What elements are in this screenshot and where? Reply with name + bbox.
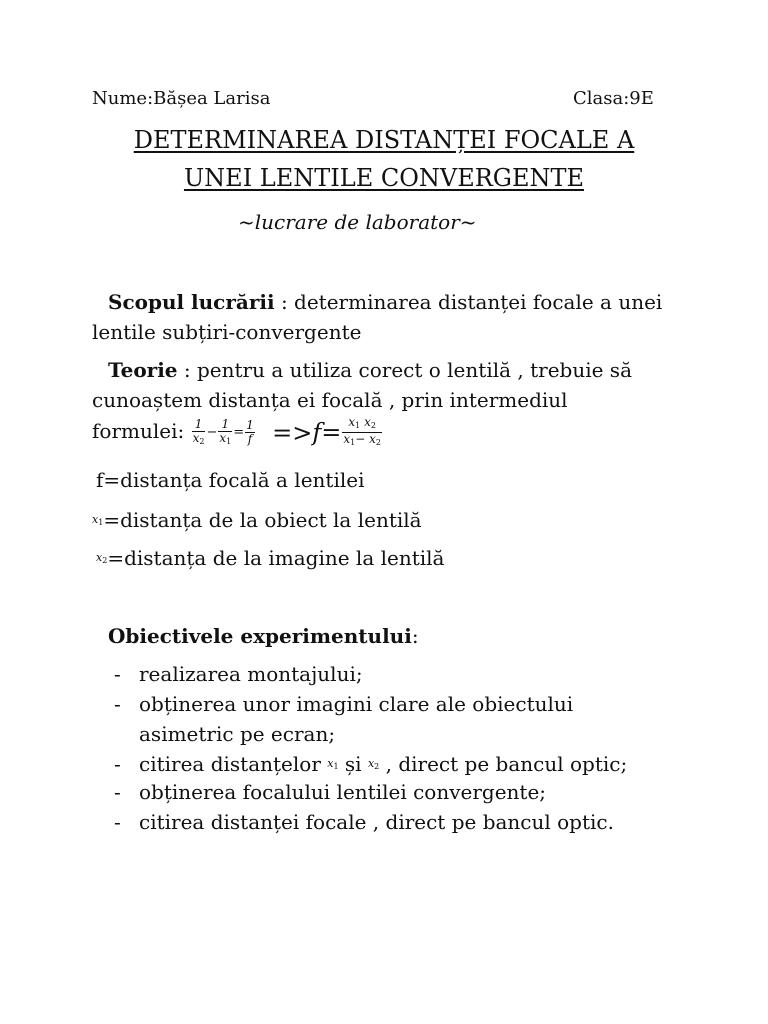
- title-line-2: UNEI LENTILE CONVERGENTE: [183, 164, 585, 192]
- definition-x2: $^{x_2}$=distanța de la imagine la lentilă: [96, 546, 445, 570]
- list-item-text: citirea distanței focale , direct pe bancul optic.: [139, 810, 614, 834]
- student-name: Nume:Bășea Larisa: [92, 88, 271, 109]
- theory-label: Teorie: [108, 358, 178, 382]
- definition-f: f=distanța focală a lentilei: [96, 468, 365, 492]
- objectives-heading-text: Obiectivele experimentului: [108, 624, 412, 648]
- fraction-1-over-f: $\frac{1}{f}$: [246, 418, 254, 446]
- list-item-text: obținerea unor imagini clare ale obiectului: [139, 692, 574, 716]
- objectives-heading: [108, 624, 419, 648]
- list-item-text: și: [344, 752, 362, 776]
- title-line-1: DETERMINAREA DISTANȚEI FOCALE A: [133, 126, 635, 154]
- formula-arrow: =>: [272, 418, 313, 447]
- fraction-1-over-x2: $\frac{1}{x_2}$: [192, 416, 205, 446]
- theory-text-1: : pentru a utiliza corect o lentilă , trebuie să: [177, 358, 632, 382]
- list-item-text: obținerea focalului lentilei convergente;: [139, 780, 547, 804]
- definition-x2-text: =distanța de la imagine la lentilă: [107, 546, 445, 570]
- theory-paragraph-line-1: [92, 358, 632, 382]
- student-class: Clasa:9E: [573, 88, 654, 109]
- subtitle: ~lucrare de laborator~: [238, 210, 477, 234]
- list-item: - citirea distanțelor $^{x_1}$ și $^{x_2}$ , direct pe bancul optic;: [114, 752, 628, 776]
- formula-f-equals: f=: [312, 418, 342, 447]
- formula-prefix: formulei:: [92, 419, 185, 443]
- scope-text-1: : determinarea distanței focale a unei: [274, 290, 663, 314]
- list-item-text: asimetric pe ecran;: [139, 722, 336, 746]
- fraction-x1x2-over-x1-minus-x2: $\frac{x_1 x_2}{x_1- x_2}$: [343, 415, 381, 447]
- list-item: - realizarea montajului;: [114, 662, 363, 686]
- list-item-text: , direct pe bancul optic;: [385, 752, 628, 776]
- list-item: - obținerea unor imagini clare ale obiectului: [114, 692, 574, 716]
- fraction-1-over-x1: $\frac{1}{x_1}$: [219, 416, 232, 446]
- definition-x1-text: =distanța de la obiect la lentilă: [103, 508, 422, 532]
- scope-paragraph-line-2: lentile subțiri-convergente: [92, 320, 362, 344]
- definition-x1: $^{x_1}$=distanța de la obiect la lentilă: [92, 508, 422, 532]
- list-item: - obținerea focalului lentilei convergente;: [114, 780, 547, 804]
- theory-paragraph-line-2: cunoaștem distanța ei focală , prin intermediul: [92, 388, 568, 412]
- list-item: - citirea distanței focale , direct pe bancul optic.: [114, 810, 614, 834]
- list-item-text: citirea distanțelor: [139, 752, 321, 776]
- scope-label: Scopul lucrării: [108, 290, 275, 314]
- objectives-heading-colon: :: [411, 624, 419, 648]
- scope-paragraph-line-1: [92, 290, 662, 314]
- list-item-continuation: [114, 722, 335, 746]
- formula-line: formulei: $\frac{1}{x_2}$ − $\frac{1}{x_1}$ = $\frac{1}{f}$ =>f= $\frac{x_1 x_2}{x_1- x_2}$: [92, 415, 381, 447]
- list-item-text: realizarea montajului;: [139, 662, 363, 686]
